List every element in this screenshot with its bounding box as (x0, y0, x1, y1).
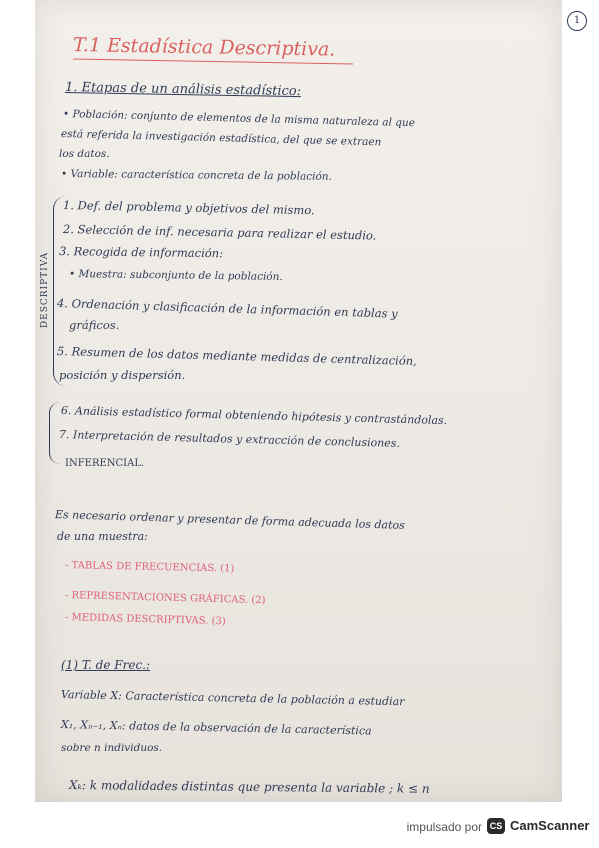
list-item-medidas: - MEDIDAS DESCRIPTIVAS. (3) (64, 612, 226, 628)
tfrec-datos-2: sobre n individuos. (61, 742, 163, 754)
descriptiva-label: DESCRIPTIVA (40, 251, 51, 329)
inferencial-label: INFERENCIAL. (65, 458, 145, 469)
muestra-definition: • Muestra: subconjunto de la población. (68, 268, 283, 283)
etapa-7: 7. Interpretación de resultados y extracción de conclusiones. (58, 428, 401, 450)
list-item-tablas: - TABLAS DE FRECUENCIAS. (1) (64, 560, 235, 575)
page-number: 1 (567, 11, 587, 31)
page-title: T.1 Estadística Descriptiva. (72, 34, 336, 61)
necesario-line-2: de una muestra: (57, 530, 148, 543)
etapa-1: 1. Def. del problema y objetivos del mismo. (62, 198, 315, 218)
etapa-5-line-1: 5. Resumen de los datos mediante medidas de centralización, (56, 344, 417, 369)
necesario-line-1: Es necesario ordenar y presentar de forma adecuada los datos (54, 508, 405, 532)
etapa-2: 2. Selección de inf. necesaria para realizar el estudio. (62, 222, 377, 243)
etapa-6: 6. Análisis estadístico formal obteniendo hipótesis y contrastándolas. (60, 404, 448, 428)
etapa-4-line-2: gráficos. (69, 318, 120, 332)
list-item-graficas: - REPRESENTACIONES GRÁFICAS. (2) (64, 590, 266, 607)
section-heading: 1. Etapas de un análisis estadístico: (64, 80, 302, 100)
camscanner-footer (0, 812, 599, 842)
poblacion-line-2: está referida la investigación estadística, del que se extraen (60, 128, 382, 149)
poblacion-line-1: • Población: conjunto de elementos de la misma naturaleza al que (62, 108, 416, 130)
poblacion-line-3: los datos. (59, 148, 110, 160)
etapa-5-line-2: posición y dispersión. (59, 368, 186, 382)
powered-by-text: impulsado por (406, 820, 482, 834)
camscanner-logo-icon: CS (487, 818, 505, 834)
variable-definition: • Variable: característica concreta de la población. (60, 168, 333, 183)
tfrec-modalidades: Xₖ: k modalidades distintas que presenta la variable ; k ≤ n (68, 778, 430, 796)
etapa-3: 3. Recogida de información: (58, 244, 224, 261)
etapa-4-line-1: 4. Ordenación y clasificación de la información en tablas y (56, 296, 398, 321)
camscanner-brand: CamScanner (510, 818, 590, 833)
notebook-paper (35, 0, 581, 802)
tfrec-heading: (1) T. de Frec.: (61, 658, 151, 672)
tfrec-datos-1: X₁, Xₙ₋₁, Xₙ: datos de la observación de la característica (60, 718, 372, 738)
tfrec-variable: Variable X: Característica concreta de la población a estudiar (60, 688, 405, 709)
